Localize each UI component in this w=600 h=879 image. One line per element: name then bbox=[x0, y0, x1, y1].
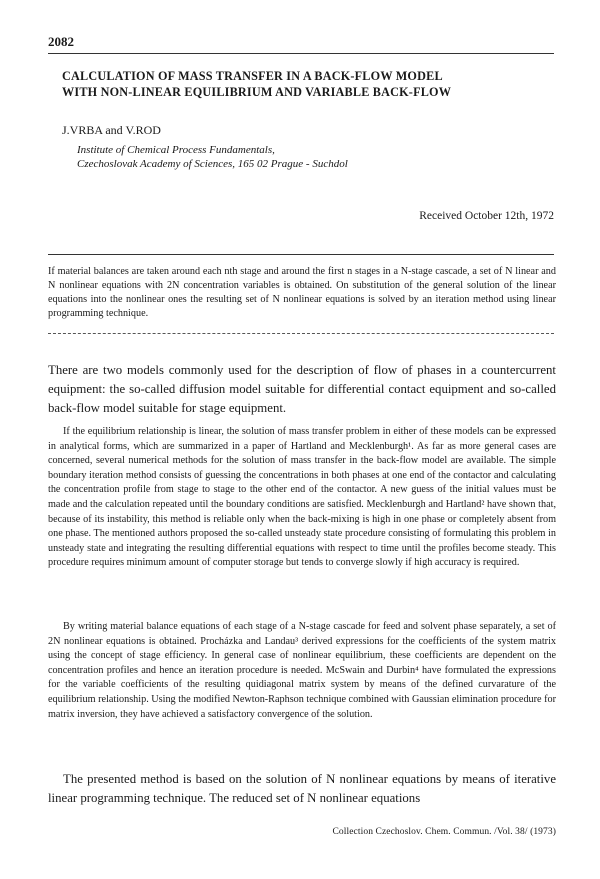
article-title: CALCULATION OF MASS TRANSFER IN A BACK-FLOW MODEL WITH NON-LINEAR EQUILIBRIUM AND VARIABLE BACK-FLOW bbox=[62, 69, 452, 99]
authors: J.VRBA and V.ROD bbox=[62, 123, 161, 137]
page-number: 2082 bbox=[48, 34, 74, 49]
body-paragraph-3: The presented method is based on the solution of N nonlinear equations by means of iterative linear programming technique. The reduced set of N nonlinear equations bbox=[48, 772, 556, 805]
abstract-bottom-rule bbox=[48, 333, 554, 334]
received-date: Received October 12th, 1972 bbox=[419, 210, 554, 222]
journal-footer: Collection Czechoslov. Chem. Commun. /Vol. 38/ (1973) bbox=[332, 827, 556, 837]
body-paragraph-1: If the equilibrium relationship is linear, the solution of mass transfer problem in either of these models can be expressed in analytical forms, which are summarized in a paper of Hartland and Mecklenburgh¹. As far as more general cases are concerned, several numerical methods for the solution of mass transfer in the back-flow model are available. The simple boundary iteration method consists of guessing the concentrations in both phases at one end of the contactor and calculating the concentration profile from stage to stage to the other end of the contactor. A new guess of the initial values must be made and the calculation repeated until the boundary conditions are satisfied. Mecklenburgh and Hartland² have shown that, because of its instability, this method is reliable only when the back-mixing is high in one phase or completely absent from one phase. The mentioned authors proposed the so-called unsteady state procedure consisting of formulating this problem in unsteady state and integrating the resulting differential equations with respect to time until the profiles become steady. This procedure requires minimum amount of computer storage but tends to converge slowly if high accuracy is required. bbox=[48, 426, 556, 569]
header-rule bbox=[48, 53, 554, 54]
intro-paragraph: There are two models commonly used for the description of flow of phases in a countercurrent equipment: the so-called diffusion model suitable for differential contact equipment and so-called back-flow model suitable for stage equipment. bbox=[48, 363, 556, 415]
affiliation: Institute of Chemical Process Fundamentals, Czechoslovak Academy of Sciences, 165 02 Prague - Suchdol bbox=[77, 144, 348, 170]
abstract: If material balances are taken around each nth stage and around the first n stages in a N-stage cascade, a set of N linear and N nonlinear equations with 2N concentration variables is obtained. On substitution of the general solution of the linear equations into the nonlinear ones the resulting set of N nonlinear equations is solved by an iteration method using linear programming technique. bbox=[48, 266, 556, 320]
abstract-top-rule bbox=[48, 254, 554, 255]
body-paragraph-2: By writing material balance equations of each stage of a N-stage cascade for feed and solvent phase separately, a set of 2N nonlinear equations is obtained. Procházka and Landau³ derived expressions for the coefficients of the system matrix using the concept of stage efficiency. In general case of nonlinear equilibrium, these coefficients are dependent on the concentration profiles and hence an iteration procedure is needed. McSwain and Durbin⁴ have formulated the expressions for the variable coefficients of the resulting quidiagonal matrix system by means of the defined curvarature of the equilibrium relationship. Using the modified Newton-Raphson technique combined with Gaussian elimination procedure for matrix inversion, they have achieved a satisfactory convergence of the solution. bbox=[48, 621, 556, 720]
